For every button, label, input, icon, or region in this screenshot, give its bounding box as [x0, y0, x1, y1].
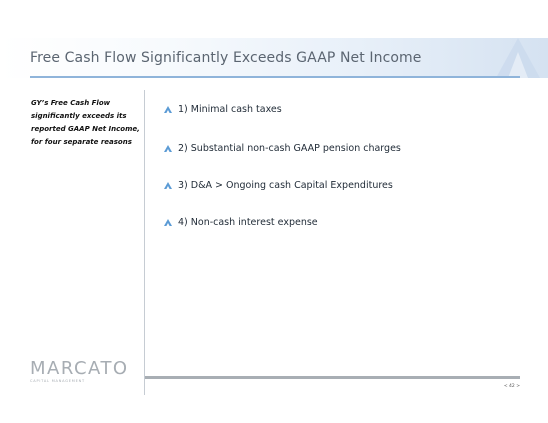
list-item [164, 143, 401, 154]
footer-divider [145, 376, 520, 379]
triangle-bullet-icon [164, 219, 172, 226]
list-item-text: 1) Minimal cash taxes [178, 104, 282, 115]
list-item-text: 2) Substantial non-cash GAAP pension charges [178, 143, 401, 154]
vertical-divider [144, 90, 145, 395]
logo-wordmark: MARCATO [30, 358, 129, 379]
list-item-text: 4) Non-cash interest expense [178, 217, 318, 228]
list-item [164, 180, 393, 191]
triangle-bullet-icon [164, 145, 172, 152]
triangle-bullet-icon [164, 182, 172, 189]
list-item [164, 104, 282, 115]
marcato-logo [30, 360, 138, 383]
page-title: Free Cash Flow Significantly Exceeds GAAP Net Income [30, 50, 422, 66]
sidebar-summary: GY’s Free Cash Flow significantly exceeds its reported GAAP Net Income, for four separate reasons [31, 99, 140, 146]
logo-subtitle: CAPITAL MANAGEMENT [30, 379, 85, 383]
triangle-watermark-icon [458, 38, 548, 78]
triangle-bullet-icon [164, 106, 172, 113]
list-item [164, 217, 318, 228]
page-number: < 42 > [503, 384, 520, 389]
title-divider [30, 76, 520, 78]
list-item-text: 3) D&A > Ongoing cash Capital Expenditures [178, 180, 393, 191]
